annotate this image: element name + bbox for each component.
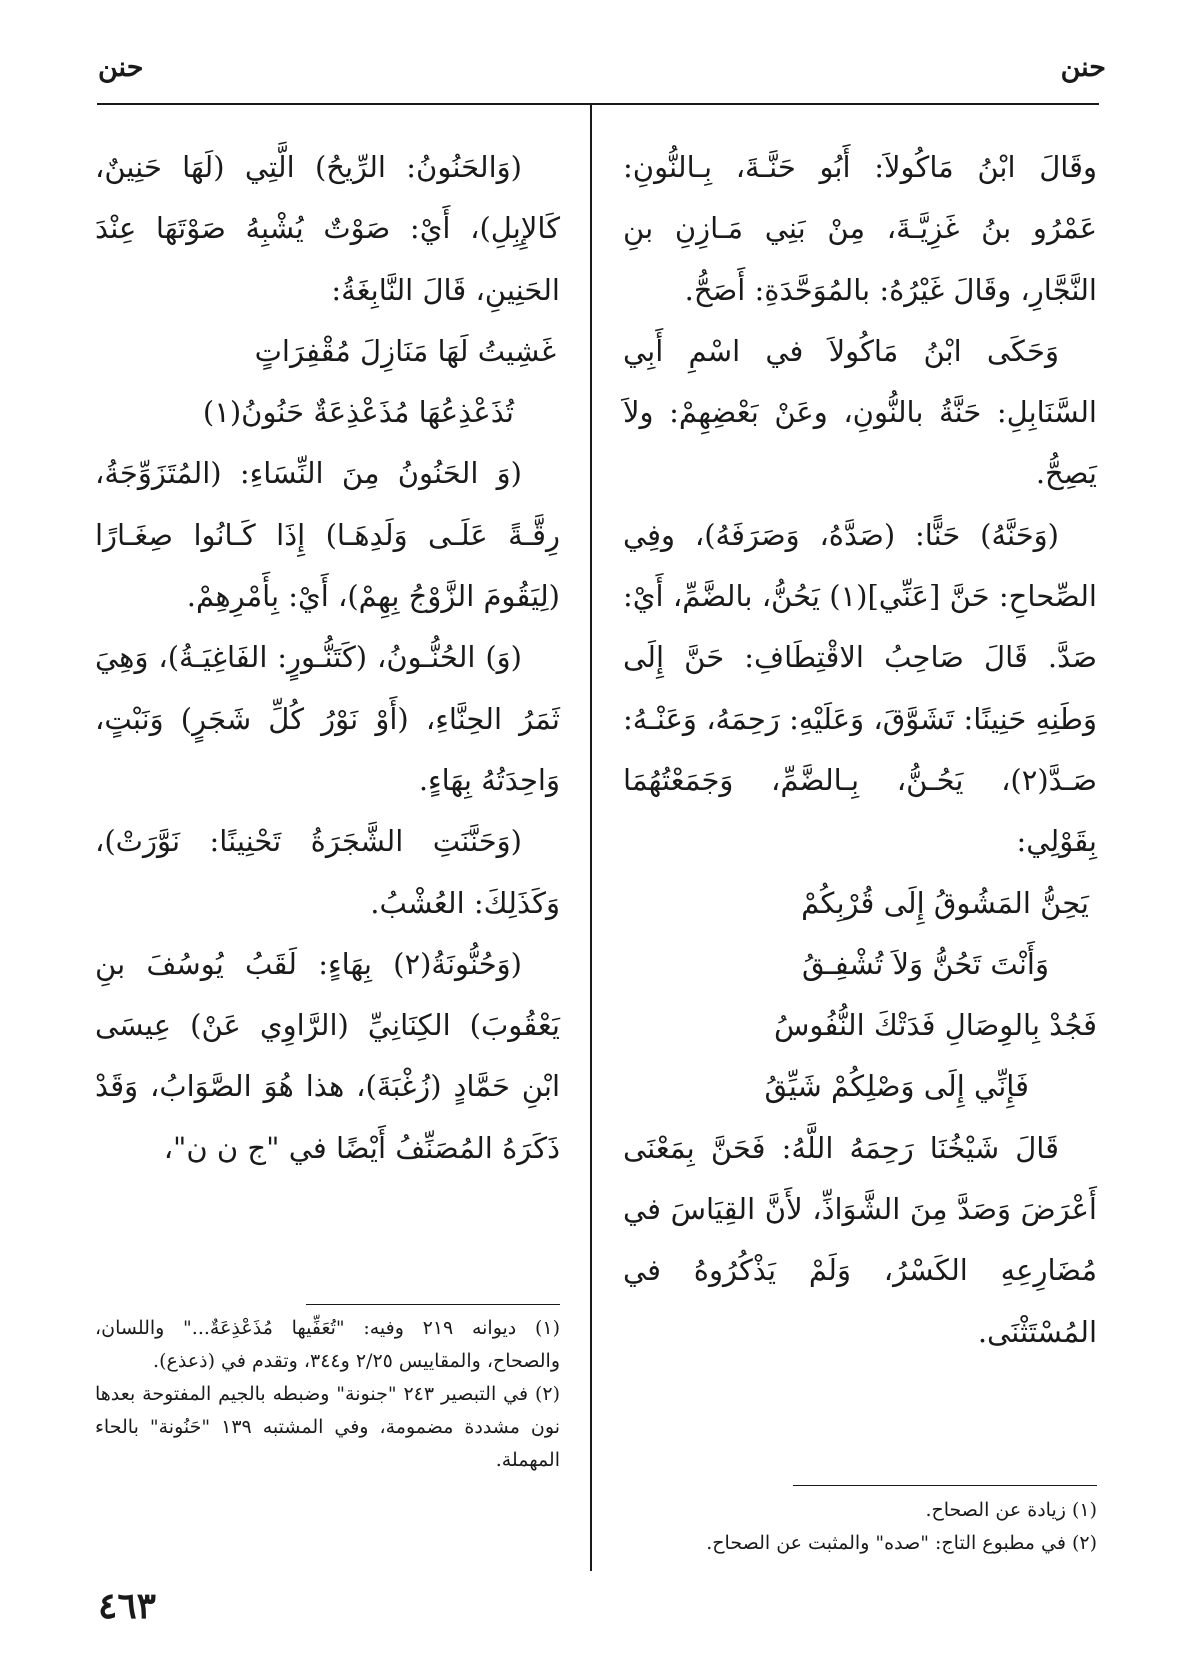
footnote-rule-right <box>793 1485 1097 1486</box>
header-rule <box>97 103 1099 105</box>
footnotes-left <box>95 1312 560 1477</box>
running-header-left: حنن <box>98 52 144 83</box>
right-column <box>623 137 1097 1443</box>
paragraph: وقَالَ ابْنُ مَاكُولاَ: أَبُو حَنَّـةَ، بِـالنُّونِ: عَمْرُو بنُ غَزِيَّـةَ، مِنْ بَنِي مَـازِنِ بنِ النَّجَّارِ، وقَالَ غَيْرُهُ: بالمُوَحَّدَةِ: أَصَحُّ. <box>623 150 1097 307</box>
footnote: (١) زيادة عن الصحاح. <box>925 1499 1097 1521</box>
paragraph: (وَ الحَنُونُ مِنَ النِّسَاءِ: (المُتَزَوِّجَةُ، رِقَّـةً عَلَـى وَلَدِهَـا) إِذَا كَـانُوا صِغَـارًا (لِيَقُومَ الزَّوْجُ بِهِمْ)، أَيْ: بِأَمْرِهِمْ. <box>95 456 560 614</box>
paragraph: وَحَكَى ابْنُ مَاكُولاَ في اسْمِ أَبِي السَّنَابِلِ: حَنَّةُ بالنُّونِ، وعَنْ بَعْضِهِمْ: ولاَ يَصِحُّ. <box>623 333 1097 491</box>
paragraph: (وَحَنَّهُ) حَنًّا: (صَدَّهُ، وَصَرَفَهُ)، وفِي الصِّحاحِ: حَنَّ [عَنِّي](١) يَحُنُّ، بالضَّمِّ، أَيْ: صَدَّ. قَالَ صَاحِبُ الاقْتِطَافِ: حَنَّ إِلَى وَطَنِهِ حَنِينًا: تَشَوَّقَ، وَعَلَيْهِ: رَحِمَهُ، وَعَنْـهُ: صَـدَّ(٢)، يَحُـنُّ، بِـالضَّمِّ، وَجَمَعْتُهُمَا بِقَوْلِي: <box>623 517 1097 859</box>
footnote: (٢) في التبصير ٢٤٣ "جنونة" وضبطه بالجيم المفتوحة بعدها نون مشددة مضمومة، وفي المشتبه ١٣٩ "حَنُونة" بالحاء المهملة. <box>95 1383 560 1471</box>
verse-line: يَحِنُّ المَشُوقُ إِلَى قُرْبِكُمْ <box>801 885 1089 920</box>
paragraph: (وَحَنَّنَتِ الشَّجَرَةُ تَحْنِينًا: نَوَّرَتْ)، وَكَذَلِكَ: العُشْبُ. <box>95 824 560 920</box>
paragraph: (وَحُنُّونَةُ(٢) بِهَاءٍ: لَقَبُ يُوسُفَ بنِ يَعْقُوبَ) الكِنَانِيِّ (الرَّاوِي عَنْ) عِيسَى ابْنِ حَمَّادٍ (زُغْبَةَ)، هذا هُوَ الصَّوَابُ، وَقَدْ ذَكَرَهُ المُصَنِّفُ أَيْضًا في "ج ن ن"، <box>95 946 560 1165</box>
footnote: (١) ديوانه ٢١٩ وفيه: "تُعَفِّيها مُذَعْذِعَةٌ..." واللسان، والصحاح، والمقاييس ٢/٢٥ و٣٤٤، وتقدم في (ذعذع). <box>95 1317 560 1372</box>
verse-line: وَأَنْتَ تَحُنُّ وَلاَ تُشْفِـقُ <box>802 946 1049 981</box>
running-header-right: حنن <box>1060 52 1106 83</box>
paragraph: (وَ) الحُنُّـونُ، (كَتَنُّـورٍ: الفَاغِيَـةُ)، وَهِيَ ثَمَرُ الحِنَّاءِ، (أَوْ نَوْرُ كُلِّ شَجَرٍ) وَنَبْتٍ، وَاحِدَتُهُ بِهَاءٍ. <box>95 640 560 797</box>
footnotes-right <box>623 1494 1097 1560</box>
paragraph: قَالَ شَيْخُنَا رَحِمَهُ اللَّهُ: فَحَنَّ بِمَعْنَى أَعْرَضَ وَصَدَّ مِنَ الشَّوَاذِّ، لأَنَّ القِيَاسَ في مُضَارِعِهِ الكَسْرُ، وَلَمْ يَذْكُرُوهُ في المُسْتَثْنَى. <box>623 1130 1097 1349</box>
paragraph: (وَالحَنُونُ: الرِّيحُ) الَّتِي (لَهَا حَنِينٌ، كَالإِبِلِ)، أَيْ: صَوْتٌ يُشْبِهُ صَوْتَهَا عِنْدَ الحَنِينِ، قَالَ النَّابِغَةُ: <box>95 150 560 307</box>
footnote: (٢) في مطبوع التاج: "صده" والمثبت عن الصحاح. <box>706 1532 1097 1554</box>
footnote-rule-left <box>306 1304 560 1305</box>
verse-line: فَإِنِّي إِلَى وَصْلِكُمْ شَيِّقُ <box>764 1069 1029 1104</box>
left-column <box>95 137 560 1279</box>
page-number: ٤٦٣ <box>98 1585 157 1627</box>
verse-line: تُذَعْذِعُهَا مُذَعْذِعَةٌ حَنُونُ(١) <box>202 395 514 430</box>
verse-line: فَجُدْ بِالوِصَالِ فَدَتْكَ النُّفُوسُ <box>773 1008 1097 1043</box>
column-divider <box>590 103 592 1571</box>
verse-line: غَشِيتُ لَهَا مَنَازِلَ مُقْفِرَاتٍ <box>254 333 556 368</box>
